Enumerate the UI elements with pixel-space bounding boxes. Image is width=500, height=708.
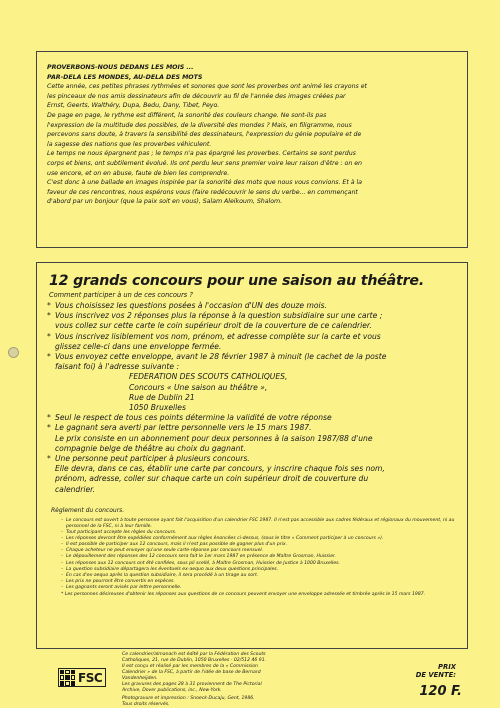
rules-title: Règlement du concours. [51,506,125,514]
price-value: 120 F. [419,684,462,699]
rule-item: – La question subsidiaire départagera les éventuels ex-aequo aux deux questions principales. [61,567,457,573]
proverbs-line: corps et biens, ont subtilement évolué. Ils ont perdu leur sens premier voire leur raison d'être : on en [47,159,362,167]
binder-hole [8,347,19,358]
rule-item: – En cas d'ex-aequo après la question subsidiaire, il sera procédé à un tirage au sort. [61,573,457,579]
price-label-line-2: DE VENTE: [415,671,456,679]
footer [0,650,500,707]
proverbs-line: use encore, et on en abuse, faute de bien les comprendre. [47,169,230,177]
instruction-line: compagnie belge de théâtre au choix du gagnant. [55,443,246,453]
publisher-info [122,652,342,708]
proverbs-line: De page en page, le rythme est différent, la sonorité des couleurs change. Ne sont-ils pas [47,111,327,119]
rule-item: – Chaque acheteur ne peut envoyer qu'une seule carte-réponse par concours mensuel. [61,548,457,554]
price-label [396,663,456,679]
publisher-line: Il est conçu et réalisé par les membres de la « Commission [122,664,258,669]
publisher-line: Vandenheijden. [122,676,158,681]
instruction-item: * Vous envoyez cette enveloppe, avant le 28 février 1987 à minuit (le cachet de la poste [47,352,457,362]
instruction-line: Elle devra, dans ce cas, établir une carte par concours, y inscrire chaque fois ses nom, [55,464,385,474]
proverbs-line: l'expression de la multitude des possibles, de la diversité des mondes ? Mais, en filigramme, nous [47,121,352,129]
instruction-item: * Seul le respect de tous ces points détermine la validité de votre réponse [47,413,457,423]
address-line: Rue de Dublin 21 [129,392,195,402]
publisher-line: Catholiques, 21, rue de Dublin, 1050 Bruxelles - 02/512 46 91. [122,658,267,663]
printing-line: Tous droits réservés. [122,702,170,707]
publisher-line: Les gravures des pages 28 à 31 proviennent de The Pictorial [122,682,262,687]
proverbs-line: C'est donc à une ballade en images inspirée par la sonorité des mots que nous vous convions. Et à la [47,179,362,187]
instruction-item: * Vous inscrivez lisiblement vos nom, prénom, et adresse complète sur la carte et vous [47,332,457,342]
instruction-item: * Le gagnant sera averti par lettre personnelle vers le 15 mars 1987. [47,423,457,433]
proverbs-heading-1: PROVERBONS-NOUS DEDANS LES MOIS ... [47,64,194,71]
instruction-line: calendrier. [55,484,95,494]
rule-item: – Le dépouillement des réponses des 12 concours sera fait le 1er mars 1987 en présence de Maître Grosman, Huissier. [61,554,457,560]
rule-item: – Les réponses devront être expédiées conformément aux règles énoncées ci-dessus, (sous le titre « Comment participer à un concours »). [61,536,457,542]
rule-item: – Les prix ne pourront être convertis en espèces. [61,579,457,585]
address-line: FEDERATION DES SCOUTS CATHOLIQUES, [129,372,288,382]
contest-box [36,262,468,649]
contest-instructions [47,301,457,495]
rule-item: – Il est possible de participer aux 12 concours, mais il n'est pas possible de gagner plus d'un prix. [61,542,457,548]
publisher-line: Calendrier » de la FSC, à partir de l'idée de base de Bernard [122,670,261,675]
proverbs-text-box [36,51,468,248]
instruction-item: * Vous choisissez les questions posées à l'occasion d'UN des douze mois. [47,301,457,311]
instruction-line: vous collez sur cette carte le coin supérieur droit de la couverture de ce calendrier. [55,321,372,331]
instruction-line: faisant foi) à l'adresse suivante : [55,362,180,372]
proverbs-line: percevons sans doute, à travers la sensibilité des dessinateurs, l'expression du génie populaire et de [47,131,362,139]
proverbs-line: d'abord par un bonjour (que la paix soit en vous), Salam Aleikoum, Shalom. [47,198,283,206]
rule-item: – Le concours est ouvert à toute personne ayant fait l'acquisition d'un calendrier FSC 1987. Il n'est pas accessible aux cadres fédéraux et régionaux du mouvement, ni au personnel de la FSC, ni à leur famille. [61,518,457,530]
proverbs-line: la sagesse des nations que les proverbes véhiculent. [47,140,212,148]
fsc-emblem-icon [60,670,75,686]
instruction-line: Le prix consiste en un abonnement pour deux personnes à la saison 1987/88 d'une [55,433,373,443]
rule-item: – Tout participant accepte les règles du concours. [61,530,457,536]
instruction-line: glissez celle-ci dans une enveloppe fermée. [55,341,222,351]
proverbs-line: Ernst, Geerts, Walthéry, Dupa, Bedu, Dany, Tibet, Peyo. [47,102,220,110]
contest-subtitle: Comment participer à un de ces concours ? [49,291,193,299]
publisher-line: Archive, Dover publications, inc., New-York. [122,688,222,693]
printing-line: Photogravure et impression : Snoeck-Ducaju, Gent, 1986. [122,696,255,701]
fsc-logo-text: FSC [78,670,103,685]
publisher-line: Ce calendrier/almanach est édité par la Fédération des Scouts [122,652,266,657]
proverbs-paragraph [47,82,457,207]
proverbs-line: Cette année, ces petites phrases rythmées et sonores que sont les proverbes ont animé les crayons et [47,83,367,91]
contest-title: 12 grands concours pour une saison au théâtre. [49,273,425,289]
price-label-line-1: PRIX [438,663,456,671]
rules-note: * Les personnes désireuses d'obtenir les réponses aux questions de ce concours peuvent envoyer une enveloppe adressée et timbrée après le 15 mars 1987. [61,591,426,597]
instruction-item: * Vous inscrivez vos 2 réponses plus la réponse à la question subsidiaire sur une carte ; [47,311,457,321]
instruction-item: * Une personne peut participer à plusieurs concours. [47,454,457,464]
proverbs-line: les pinceaux de nos amis dessinateurs afin de découvrir au fil de l'année des images créées par [47,92,346,100]
proverbs-heading-2: PAR-DELA LES MONDES, AU-DELA DES MOTS [47,73,203,81]
instruction-line: prénom, adresse, coller sur chaque carte un coin supérieur droit de couverture du [55,474,369,484]
proverbs-line: Le temps ne nous épargnent pas ; le temps n'a pas épargné les proverbes. Certains se sont perdus [47,150,356,158]
address-line: Concours « Une saison au théâtre », [129,382,268,392]
address-line: 1050 Bruxelles [129,403,186,413]
rule-item: – Les réponses aux 12 concours ont été confiées, sous pli scellé, à Maître Grosman, Huissier de Justice à 1000 Bruxelles. [61,561,457,567]
proverbs-line: faveur de ces rencontres, nous espérons vous (faire redécouvrir le sens du verbe... en commençant [47,188,358,196]
rules-list [47,518,457,598]
fsc-logo [58,668,106,687]
rule-item: – Les gagnants seront avisés par lettre personnelle. [61,585,457,591]
